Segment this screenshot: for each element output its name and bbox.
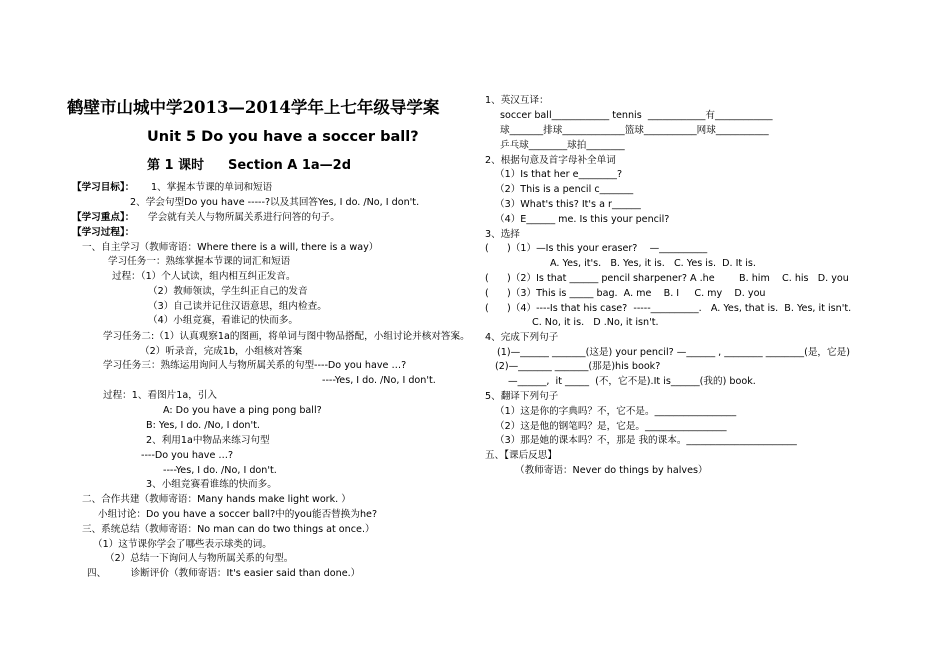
- process-step-2: （2）教师领读，学生纠正自己的发音: [148, 286, 308, 297]
- complete-1: (1)—______ _______(这是) your pencil? —______ , ________ ________(是，它是): [497, 347, 850, 358]
- translate-row-3: 乒乓球________球拍________: [500, 140, 625, 151]
- translate-sentence-2: （2）这是他的钢笔吗？是，它是。_________________: [495, 421, 727, 432]
- section-3-heading: 三、系统总结（教师寄语：No man can do two things at once.）: [82, 524, 375, 535]
- fill-word-1: （1）Is that her e________?: [495, 169, 623, 180]
- exercise-2-heading: 2、根据句意及首字母补全单词: [485, 155, 616, 166]
- focus-label: 【学习重点】：: [72, 212, 135, 223]
- exercise-3-heading: 3、选择: [485, 229, 520, 240]
- section-1-heading: 一、自主学习（教师寄语：Where there is a will, there is a way）: [82, 242, 379, 253]
- process-step-1: 过程：（1）个人试读，组内相互纠正发音。: [112, 271, 296, 282]
- summary-1: （1）这节课你学会了哪些表示球类的词。: [93, 539, 272, 550]
- dialogue-b: B: Yes, I do. /No, I don't.: [146, 420, 260, 431]
- dialogue-a: A: Do you have a ping pong ball?: [163, 405, 322, 416]
- section-4-heading: 四、 诊断评价（教师寄语：It's easier said than done.）: [87, 568, 361, 579]
- process-step-3: （3）自己读并记住汉语意思，组内检查。: [148, 301, 327, 312]
- section-2-heading: 二、合作共建（教师寄语：Many hands make light work. ）: [82, 494, 351, 505]
- reflection-quote: （教师寄语：Never do things by halves）: [515, 465, 708, 476]
- practice-answer: ----Yes, I do. /No, I don't.: [163, 465, 277, 476]
- reflection-heading: 五、【课后反思】: [485, 450, 557, 461]
- task-3: 学习任务三：熟练运用询问人与物所属关系的句型----Do you have …?: [103, 360, 407, 371]
- exercise-5-heading: 5、翻译下列句子: [485, 391, 559, 402]
- translate-row-1: soccer ball____________ tennis ____________有____________: [500, 110, 773, 121]
- complete-2-answer: —______, it _____ (不，它不是).It is______(我的) book.: [508, 376, 756, 387]
- fill-word-2: （2）This is a pencil c_______: [495, 184, 634, 195]
- group-discussion: 小组讨论：Do you have a soccer ball?中的you能否替换为he?: [98, 509, 378, 520]
- exercise-4-heading: 4、完成下列句子: [485, 332, 559, 343]
- choice-2: ( )（2）Is that ______ pencil sharpener? A .he B. him C. his D. you: [485, 273, 849, 284]
- complete-2: (2)—_______ _______(那是)his book?: [495, 361, 661, 372]
- fill-word-3: （3）What's this? It's a r______: [495, 199, 641, 210]
- task-2: 学习任务二:（1）认真观察1a的图画，将单词与图中物品搭配，小组讨论并核对答案。: [103, 331, 470, 342]
- unit-title: Unit 5 Do you have a soccer ball?: [147, 129, 419, 145]
- process-step-4: （4）小组竞赛，看谁记的快而多。: [148, 315, 299, 326]
- competition-step: 3、小组竞赛看谁练的快而多。: [146, 479, 277, 490]
- goal-label: 【学习目标】：: [72, 182, 135, 193]
- choice-4: ( )（4）----Is that his case? -----__________. A. Yes, that is. B. Yes, it isn't.: [485, 303, 852, 314]
- summary-2: （2）总结一下询问人与物所属关系的句型。: [105, 553, 294, 564]
- process-picture: 过程：1、看图片1a，引入: [103, 390, 218, 401]
- choice-3: ( )（3）This is _____ bag. A. me B. I C. my D. you: [485, 288, 766, 299]
- page-title: 鹤壁市山城中学2013—2014学年上七年级导学案: [67, 98, 440, 117]
- practice-step: 2、利用1a中物品来练习句型: [146, 435, 270, 446]
- goal-1: 1、掌握本节课的单词和短语: [151, 182, 273, 193]
- fill-word-4: （4）E______ me. Is this your pencil?: [495, 214, 670, 225]
- exercise-1-heading: 1、英汉互译：: [485, 95, 549, 106]
- translate-sentence-1: （1）这是你的字典吗？不，它不是。_________________: [495, 406, 737, 417]
- process-label: 【学习过程】：: [72, 227, 135, 238]
- choice-1-options: A. Yes, it's. B. Yes, it is. C. Yes is. D. It is.: [550, 258, 756, 269]
- task-2-step: （2）听录音，完成1b，小组核对答案: [140, 346, 303, 357]
- goal-2: 2、学会句型Do you have -----?以及其回答Yes, I do. /No, I don't.: [130, 197, 420, 208]
- right-column: [475, 0, 950, 671]
- choice-1: ( )（1）—Is this your eraser? —__________: [485, 243, 708, 254]
- lesson-label: 第 1 课时: [147, 158, 205, 173]
- translate-row-2: 球_______排球_____________篮球___________网球___________: [500, 125, 769, 136]
- section-label: Section A 1a—2d: [228, 158, 352, 173]
- practice-question: ----Do you have …?: [141, 450, 234, 461]
- focus-text: 学会就有关人与物所属关系进行问答的句子。: [148, 212, 340, 223]
- choice-4-options: C. No, it is. D .No, it isn't.: [532, 317, 659, 328]
- task-1: 学习任务一：熟练掌握本节课的词汇和短语: [108, 256, 291, 267]
- translate-sentence-3: （3）那是她的课本吗？不，那是 我的课本。_______________________: [495, 435, 797, 446]
- task-3-answer: ----Yes, I do. /No, I don't.: [322, 375, 436, 386]
